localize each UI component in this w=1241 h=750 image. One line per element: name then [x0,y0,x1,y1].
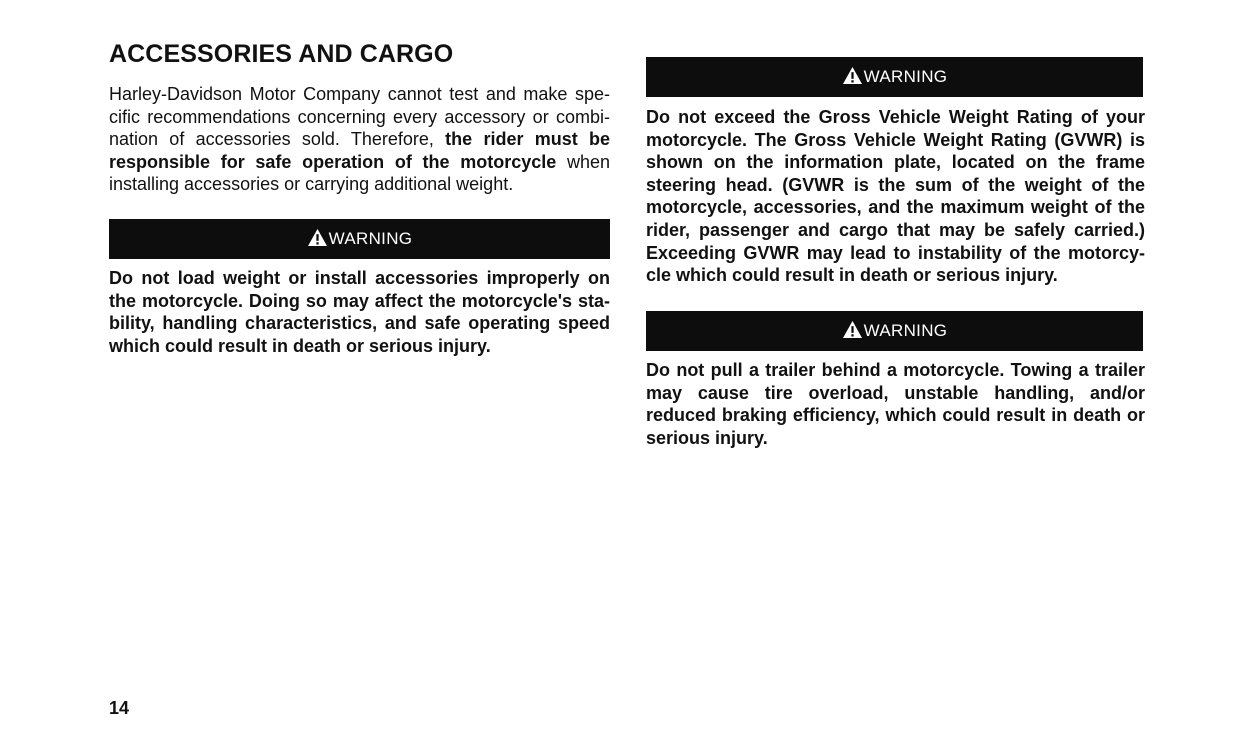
page-number: 14 [109,698,130,718]
intro-text-end: when installing accessories or carrying additional weight. [109,151,610,195]
warning-text-2: Do not exceed the Gross Vehicle Weight Rating of your motorcycle. The Gross Vehicle Weight Rating (GVWR) is shown on the information plate, located on the frame steering head. (GVWR is the sum of the weight of the motorcycle, accessories, and the maximum weight of the rider, passenger and cargo that may be safely carried.) Exceeding GVWR may lead to instability of the motorcy-cle which could result in death or serious injury. [646,107,1145,286]
warning-banner-3 [646,311,1143,351]
warning-triangle-icon [842,66,863,85]
warning-text-3: Do not pull a trailer behind a motorcycle. Towing a trailer may cause tire overload, unstable handling, and/or reduced braking efficiency, which could result in death or serious injury. [646,360,1145,448]
warning-label: WARNING [328,229,413,248]
warning-label: WARNING [863,321,948,340]
intro-paragraph [109,83,610,196]
intro-emphasis: the rider must be responsible for safe operation of the motorcycle [109,129,610,172]
warning-triangle-icon [842,320,863,339]
warning-triangle-icon [307,228,328,247]
intro-text-start: Harley-Davidson Motor Company cannot test and make spe-cific recommendations concerning every accessory or combi-nation of accessories sold. Therefore, [109,84,610,150]
warning-text-1: Do not load weight or install accessories improperly on the motorcycle. Doing so may affect the motorcycle's sta-bility, handling characteristics, and safe operating speed which could result in death or serious injury. [109,268,610,356]
warning-banner-1 [109,219,610,259]
section-title: ACCESSORIES AND CARGO [109,40,454,68]
warning-label: WARNING [863,67,948,86]
warning-banner-2 [646,57,1143,97]
